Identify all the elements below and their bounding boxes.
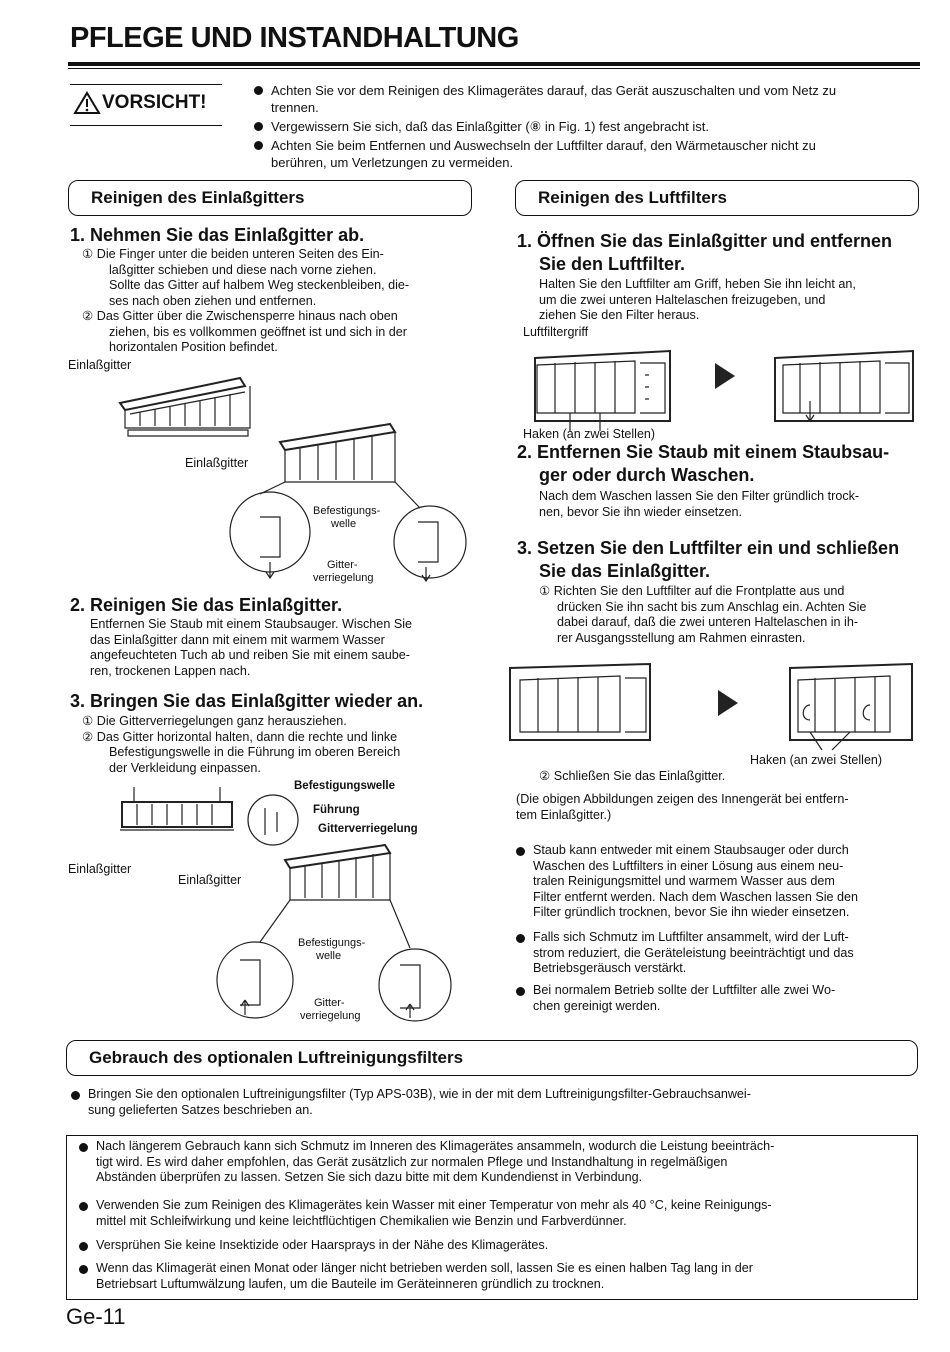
text-line: Halten Sie den Luftfilter am Griff, heben Sie ihn leicht an,: [539, 277, 856, 291]
text-line: Bei normalem Betrieb sollte der Luftfilter alle zwei Wo-: [533, 983, 836, 997]
text-line: sung gelieferten Satzes beschrieben an.: [88, 1102, 313, 1117]
text-line: laßgitter schieben und diese nach vorne ziehen.: [109, 262, 377, 277]
bullet-icon: [79, 1265, 88, 1274]
text-line: ziehen Sie den Filter heraus.: [539, 308, 700, 322]
r-step2-text: [539, 489, 919, 520]
caution-text: VORSICHT!: [102, 92, 207, 113]
text-line: welle: [316, 950, 342, 962]
caution-bullet-2: [271, 118, 709, 135]
text-line: Entfernen Sie Staub mit einem Staubsauger. Wischen Sie: [90, 617, 413, 631]
text-line: um die zwei unteren Haltelaschen freizugeben, und: [539, 292, 826, 307]
text-line: Gitter-: [327, 559, 358, 571]
text-line: ② Das Gitter über die Zwischensperre hinaus nach oben: [82, 309, 398, 323]
fig-label-hooks-2: Haken (an zwei Stellen): [750, 753, 883, 767]
step1-heading: 1. Nehmen Sie das Einlaßgitter ab.: [70, 225, 365, 245]
bullet-icon: [254, 141, 263, 150]
section-header-inlet-grille: [68, 180, 472, 216]
text-line: Staub kann entweder mit einem Staubsauger oder durch: [533, 843, 849, 857]
section-header-air-filter: [515, 180, 919, 216]
text-line: trennen.: [271, 100, 319, 115]
text-line: 1. Öffnen Sie das Einlaßgitter und entfernen: [517, 231, 893, 251]
text-line: Befestigungs-: [313, 505, 381, 517]
text-line: Verwenden Sie zum Reinigen des Klimagerätes kein Wasser mit einer Temperatur von mehr als 40 °C, keine Reinigungs-: [96, 1198, 772, 1212]
text-line: Versprühen Sie keine Insektizide oder Haarsprays in der Nähe des Klimagerätes.: [96, 1238, 549, 1252]
bullet-icon: [79, 1242, 88, 1251]
text-line: 2. Entfernen Sie Staub mit einem Staubsau-: [517, 442, 890, 462]
section-title: Reinigen des Luftfilters: [538, 188, 727, 207]
text-line: Sollte das Gitter auf halbem Weg steckenbleiben, die-: [109, 278, 410, 292]
text-line: strom reduziert, die Geräteleistung beeinträchtigt und das: [533, 945, 854, 960]
text-line: Sie den Luftfilter.: [539, 254, 686, 274]
text-line: (Die obigen Abbildungen zeigen des Innengerät bei entfern-: [516, 792, 849, 806]
fig-label-shaft: [313, 505, 380, 531]
text-line: Gitter-: [314, 997, 345, 1009]
optional-bullet: [88, 1087, 918, 1118]
bullet-icon: [79, 1202, 88, 1211]
fig-label-lock: [313, 559, 374, 585]
text-line: ① Die Finger unter die beiden unteren Seiten des Ein-: [82, 247, 384, 261]
step1-text: [82, 247, 474, 356]
bullet-icon: [516, 847, 525, 856]
text-line: welle: [331, 518, 357, 530]
fig-label-filter-handle: Luftfiltergriff: [523, 325, 589, 339]
title-rule-thin: [68, 68, 920, 69]
r-bullet-2: [533, 930, 919, 977]
text-line: Achten Sie beim Entfernen und Auswechseln der Luftfilter darauf, den Wärmetauscher nicht zu: [271, 138, 816, 153]
fig-label-guide: Führung: [313, 804, 360, 816]
r-bullet-3: [533, 983, 919, 1014]
step3-heading: 3. Bringen Sie das Einlaßgitter wieder an.: [70, 691, 424, 711]
note-3: [96, 1238, 914, 1254]
caution-bullet-3: [271, 137, 816, 171]
r-step1-heading: [517, 230, 892, 276]
step2-text: [90, 617, 472, 679]
text-line: Achten Sie vor dem Reinigen des Klimagerätes darauf, das Gerät auszuschalten und vom Netz zu: [271, 83, 837, 98]
fig-label-shaft-2: [298, 937, 365, 963]
step2-heading: 2. Reinigen Sie das Einlaßgitter.: [70, 595, 343, 615]
fig-label-einlass-2: Einlaßgitter: [185, 456, 249, 470]
r-step3-text: [539, 584, 919, 646]
r-step1-text: [539, 277, 919, 324]
text-line: angefeuchteten Tuch ab und reiben Sie mit einem saube-: [90, 648, 410, 662]
title-rule: [68, 62, 920, 66]
fig-label-shaft-full: Befestigungswelle: [294, 780, 395, 792]
fig-label-lock-full: Gitterverriegelung: [318, 823, 418, 835]
r-bullet-1: [533, 843, 919, 921]
text-line: Waschen des Luftfilters in einer Lösung aus einem neu-: [533, 858, 844, 873]
text-line: Betriebsart Luftumwälzung laufen, um die Bauteile im Geräteinneren gründlich zu trocknen.: [96, 1276, 605, 1291]
section-header-optional-filter: [66, 1040, 918, 1076]
section-title: Gebrauch des optionalen Luftreinigungsfilters: [89, 1048, 464, 1067]
page-title: PFLEGE UND INSTANDHALTUNG: [70, 22, 519, 54]
text-line: Filter gründlich trocknen, bevor Sie ihn wieder einsetzen.: [533, 905, 850, 919]
bullet-icon: [516, 934, 525, 943]
r-step2-heading: [517, 441, 889, 487]
r-remark: [516, 792, 916, 823]
text-line: drücken Sie ihn sacht bis zum Anschlag ein. Achten Sie: [557, 599, 867, 614]
text-line: ① Die Gitterverriegelungen ganz herausziehen.: [82, 714, 347, 728]
text-line: 3. Setzen Sie den Luftfilter ein und schließen: [517, 538, 900, 558]
text-line: ② Das Gitter horizontal halten, dann die rechte und linke: [82, 729, 398, 744]
note-1: [96, 1139, 914, 1186]
text-line: tem Einlaßgitter.): [516, 807, 612, 822]
fig-label-einlass: Einlaßgitter: [68, 358, 132, 372]
text-line: das Einlaßgitter dann mit einem mit warmem Wasser: [90, 632, 385, 647]
text-line: tigt wird. Es wird daher empfohlen, das Gerät zusätzlich zur normalen Pflege und Instandhaltung in regelmäßigen: [96, 1154, 728, 1169]
text-line: der Verkleidung einpassen.: [109, 760, 261, 775]
bullet-icon: [254, 86, 263, 95]
text-line: Betriebsgeräusch verstärkt.: [533, 961, 687, 975]
text-line: ren, trockenen Lappen nach.: [90, 663, 251, 678]
note-4: [96, 1261, 914, 1292]
note-2: [96, 1198, 914, 1229]
text-line: Abständen überprüfen zu lassen. Setzen Sie sich dazu bitte mit dem Kundendienst in Verbindung.: [96, 1170, 643, 1184]
bullet-icon: [71, 1091, 80, 1100]
text-line: verriegelung: [300, 1010, 361, 1022]
fig-label-einlass-3: Einlaßgitter: [68, 862, 132, 876]
text-line: Sie das Einlaßgitter.: [539, 561, 711, 581]
text-line: ① Richten Sie den Luftfilter auf die Frontplatte aus und: [539, 584, 845, 598]
caution-bullet-1: [271, 82, 836, 116]
text-line: Falls sich Schmutz im Luftfilter ansammelt, wird der Luft-: [533, 930, 849, 944]
text-line: ses nach oben ziehen und entfernen.: [109, 293, 317, 308]
text-line: Wenn das Klimagerät einen Monat oder länger nicht betrieben werden soll, lassen Sie es einen halben Tag lang in der: [96, 1261, 753, 1275]
warning-triangle-icon: [74, 92, 100, 114]
caution-label: [74, 92, 207, 114]
text-line: Befestigungswelle in die Führung im oberen Bereich: [109, 745, 401, 759]
filter-remove-illustration: [525, 343, 925, 433]
text-line: ziehen, bis es vollkommen geöffnet ist und sich in der: [109, 324, 407, 339]
text-line: nen, bevor Sie ihn wieder einsetzen.: [539, 504, 743, 519]
text-line: horizontalen Position befindet.: [109, 340, 278, 354]
text-line: Vergewissern Sie sich, daß das Einlaßgitter (⑧ in Fig. 1) fest angebracht ist.: [271, 119, 709, 134]
step3-text: [82, 714, 474, 776]
text-line: dabei darauf, daß die zwei unteren Haltelaschen in ih-: [557, 615, 859, 629]
text-line: tralen Reinigungsmittel und warmem Wasser aus dem: [533, 874, 835, 888]
fig-label-lock-2: [300, 997, 361, 1023]
text-line: Nach dem Waschen lassen Sie den Filter gründlich trock-: [539, 489, 860, 503]
fig-label-hooks: Haken (an zwei Stellen): [523, 427, 656, 441]
bullet-icon: [79, 1143, 88, 1152]
bullet-icon: [254, 122, 263, 131]
text-line: Filter entfernt werden. Nach dem Waschen lassen Sie den: [533, 889, 859, 904]
text-line: chen gereinigt werden.: [533, 998, 661, 1013]
text-line: mittel mit Schleifwirkung und keine leichtflüchtigen Chemikalien wie Benzin und Farbverdünner.: [96, 1213, 627, 1228]
text-line: ger oder durch Waschen.: [539, 465, 755, 485]
filter-insert-illustration: [510, 660, 915, 755]
page-number: Ge-11: [66, 1304, 126, 1329]
text-line: berühren, um Verletzungen zu vermeiden.: [271, 155, 514, 170]
bullet-icon: [516, 987, 525, 996]
text-line: Nach längerem Gebrauch kann sich Schmutz im Inneren des Klimagerätes ansammeln, wodurch die Leistung beeinträch-: [96, 1139, 775, 1153]
fig-label-einlass-4: Einlaßgitter: [178, 873, 242, 887]
text-line: rer Ausgangsstellung am Rahmen einrasten.: [557, 630, 806, 645]
section-title: Reinigen des Einlaßgitters: [91, 188, 305, 207]
text-line: Befestigungs-: [298, 937, 366, 949]
text-line: Bringen Sie den optionalen Luftreinigungsfilter (Typ APS-03B), wie in der mit dem Luftreinigungsfilter-Gebrauchsanwei-: [88, 1087, 751, 1101]
r-step3b-text: ② Schließen Sie das Einlaßgitter.: [539, 769, 726, 783]
text-line: verriegelung: [313, 572, 374, 584]
r-step3-heading: [517, 537, 899, 583]
